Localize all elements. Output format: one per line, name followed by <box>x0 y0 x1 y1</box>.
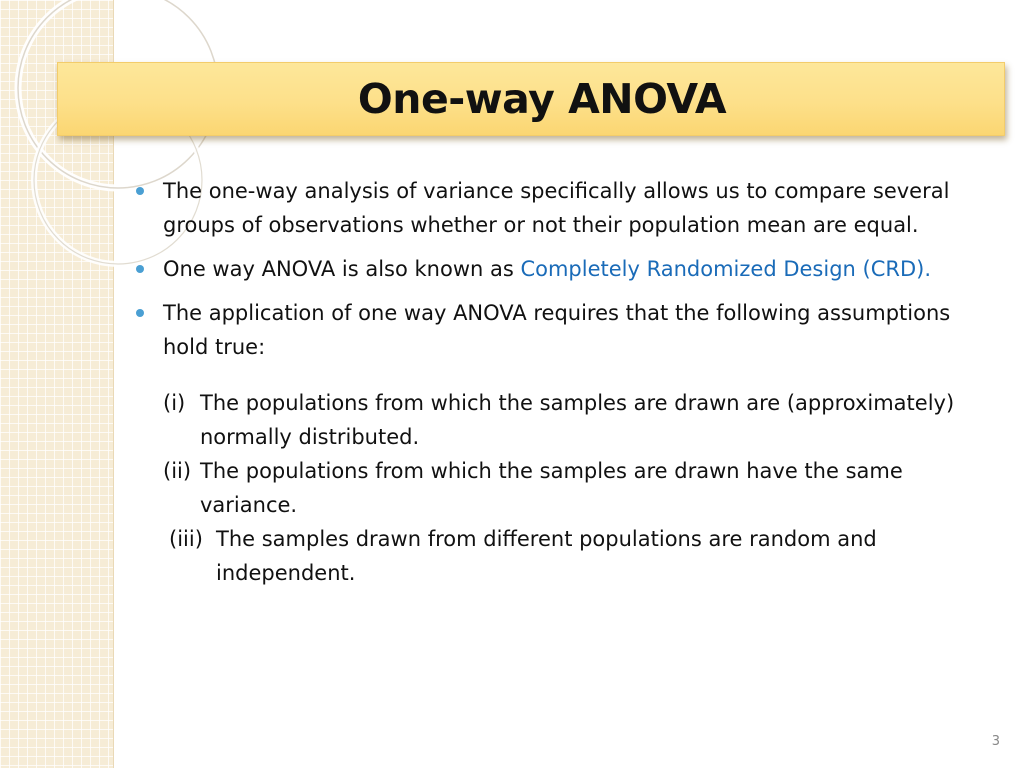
bullet-item-crd <box>136 252 986 286</box>
bullet-item-definition <box>136 174 986 242</box>
bullet-dot-icon <box>136 309 144 317</box>
bullet-dot-icon <box>136 265 144 273</box>
assumption-text: The populations from which the samples are drawn have the same variance. <box>200 459 903 517</box>
bullet-dot-icon <box>136 187 144 195</box>
assumption-text: The samples drawn from different populations are random and independent. <box>216 527 877 585</box>
bullet-text: One way ANOVA is also known as <box>163 257 521 281</box>
assumption-marker: (i) <box>163 391 186 415</box>
assumptions-list <box>136 386 986 590</box>
assumption-marker: (iii) <box>169 527 203 551</box>
assumption-item-independence <box>136 522 986 590</box>
assumption-marker: (ii) <box>163 459 192 483</box>
bullet-text: The one-way analysis of variance specifically allows us to compare several groups of observations whether or not their population mean are equal. <box>163 179 950 237</box>
slide-content <box>136 174 986 590</box>
highlight-text-crd: Completely Randomized Design (CRD). <box>520 257 932 281</box>
page-number: 3 <box>991 734 1000 749</box>
bullet-item-assumptions <box>136 296 986 364</box>
assumption-text: The populations from which the samples are drawn are (approximately) normally distributed. <box>200 391 955 449</box>
slide-title: One-way ANOVA <box>357 75 727 123</box>
bullet-text: The application of one way ANOVA requires that the following assumptions hold true: <box>163 301 951 359</box>
assumption-item-variance <box>136 454 986 522</box>
assumption-item-normality <box>136 386 986 454</box>
